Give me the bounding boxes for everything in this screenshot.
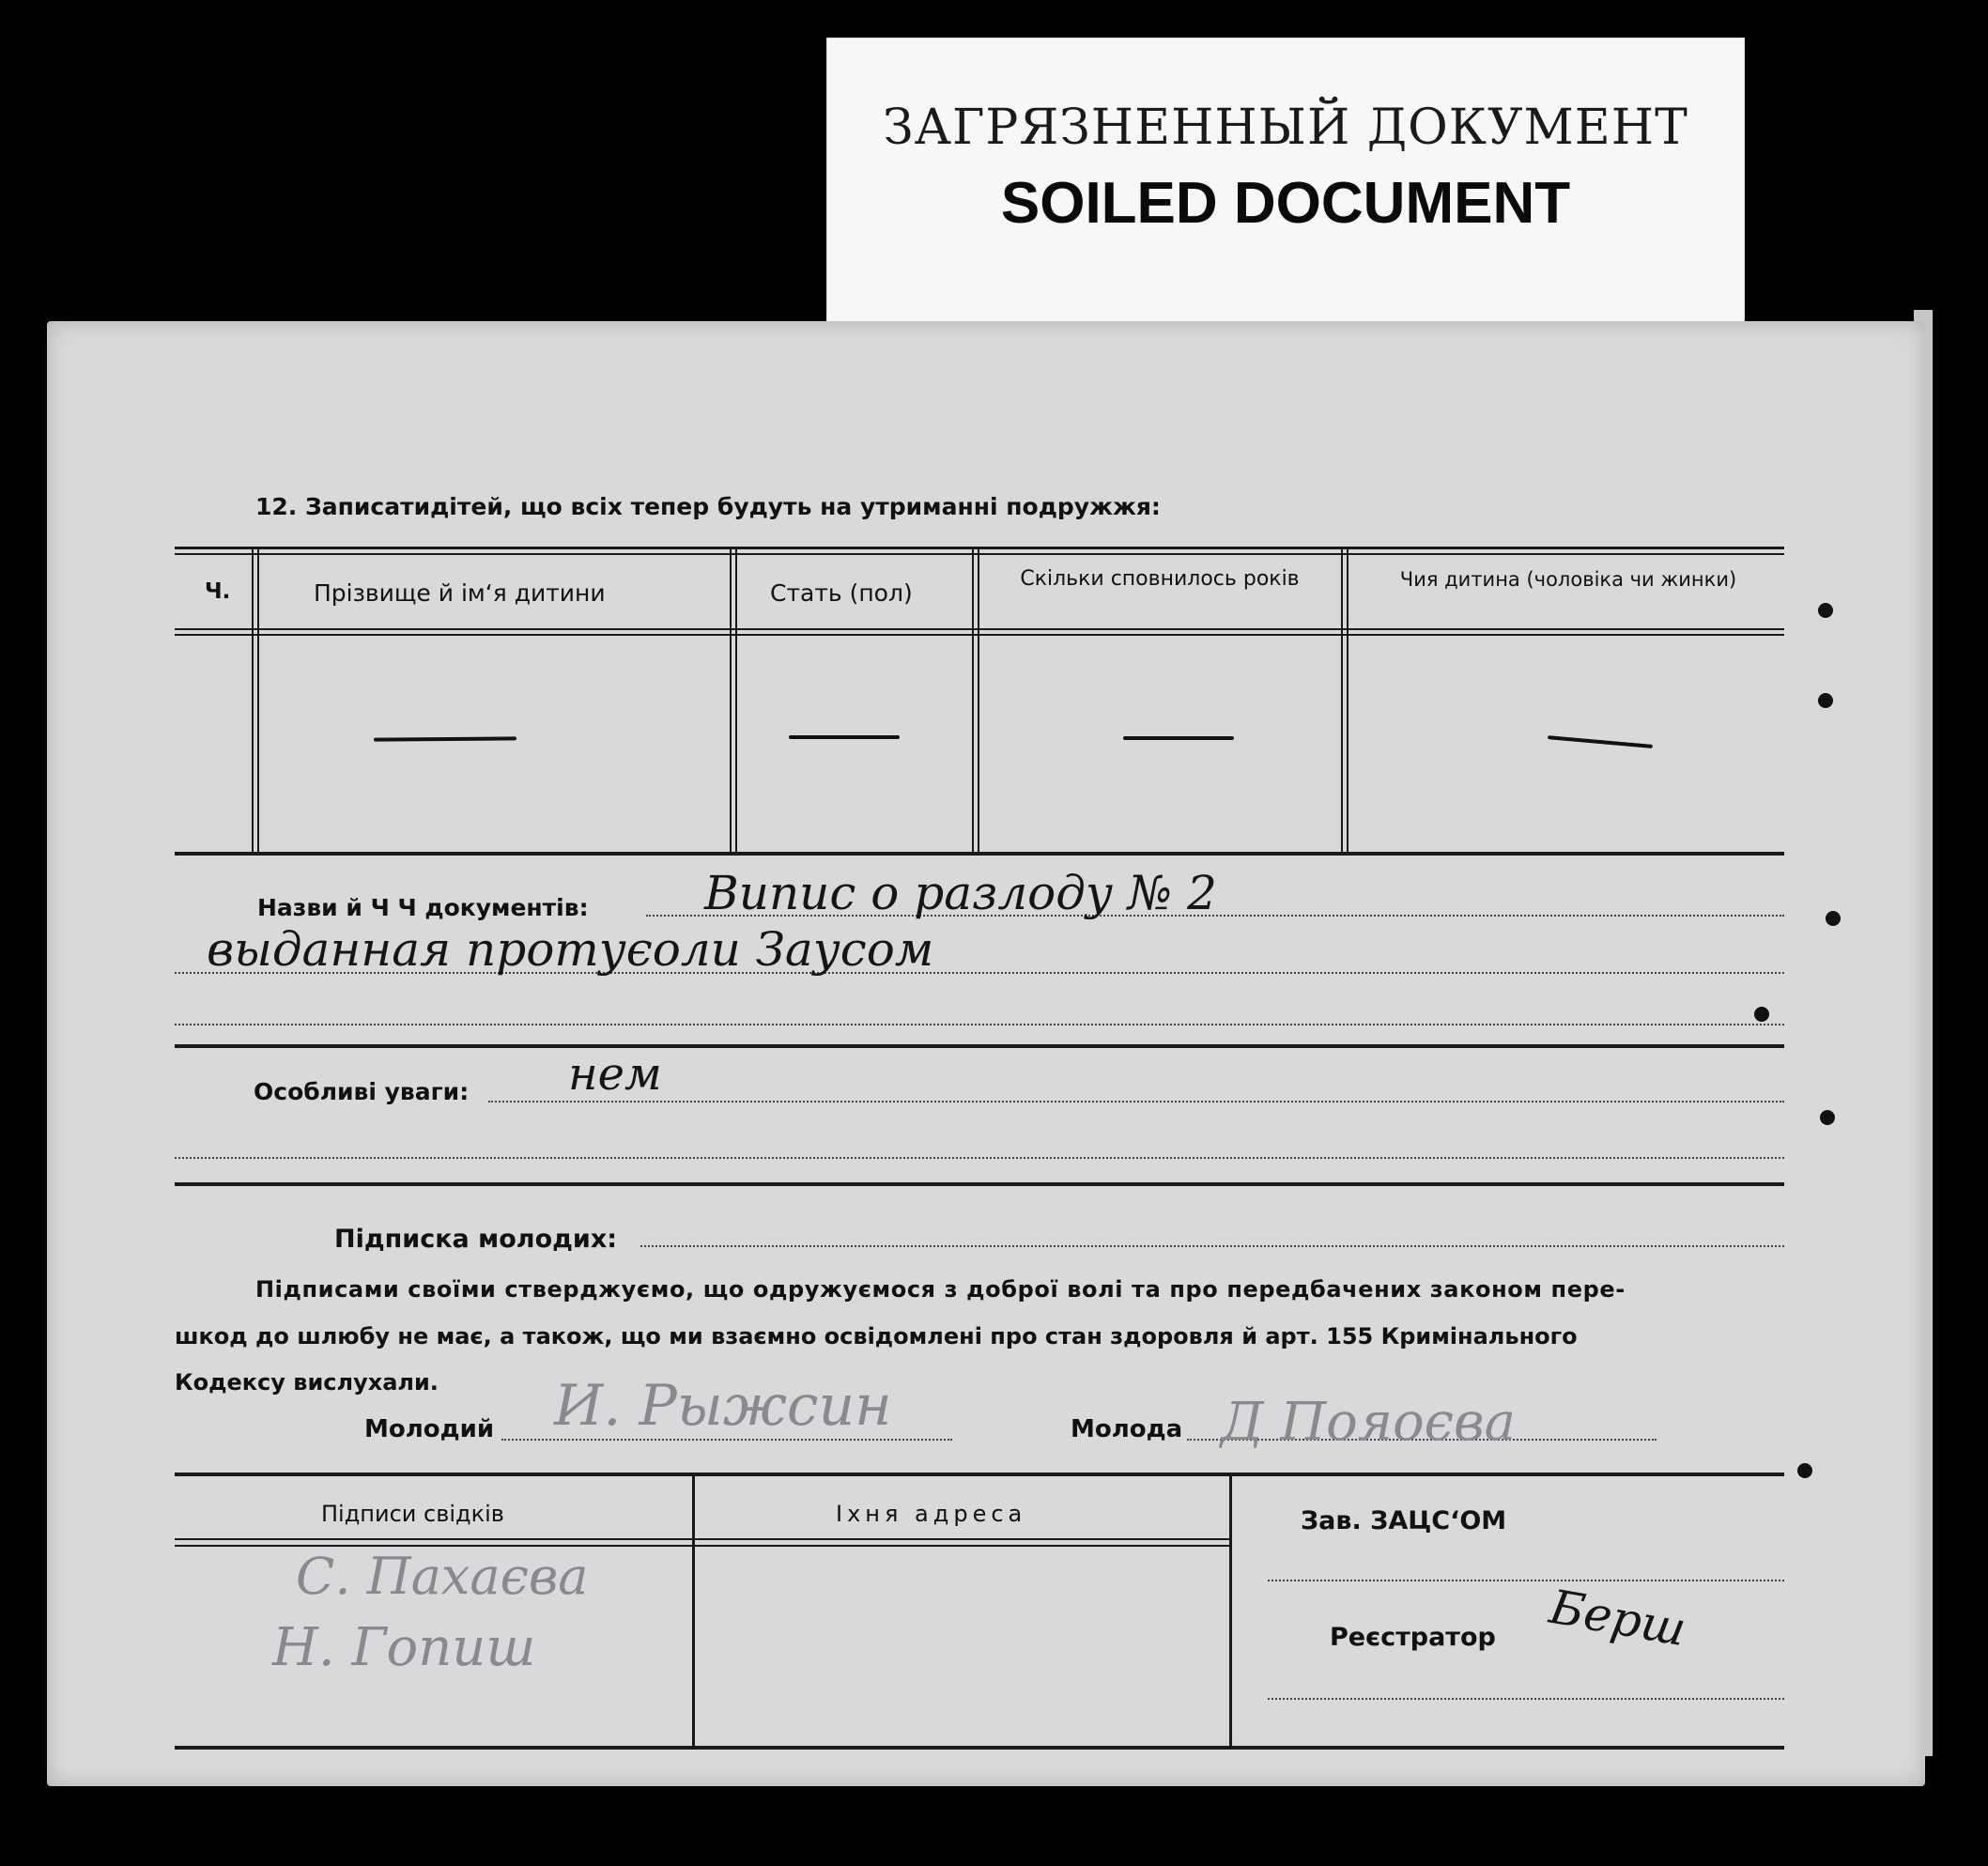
binding-hole [1820, 1110, 1835, 1125]
registrar-label: Реєстратор [1330, 1623, 1496, 1652]
header-whose-child: Чия дитина (чоловіка чи жинки) [1399, 568, 1737, 591]
soiled-document-label [826, 38, 1745, 324]
col-sep-1 [252, 548, 254, 854]
groom-line [501, 1439, 952, 1441]
bottom-block-top-rule [175, 1473, 1784, 1476]
header-rule-2 [175, 634, 1784, 636]
subscription-text-1: Підписами своїми стверджуємо, що одружуємося з доброї волі та про передбачених законом пере- [255, 1276, 1626, 1303]
documents-handwriting-2: выданная протуєоли Заусом [207, 922, 934, 977]
bottom-block-bottom-rule [175, 1746, 1784, 1750]
row-age-dash [1123, 736, 1234, 740]
witness-signature-1: С. Пахаєва [296, 1547, 589, 1606]
binding-hole [1797, 1463, 1812, 1478]
header-number: Ч. [205, 579, 231, 604]
row-sex-dash [789, 735, 900, 739]
header-age: Скільки сповнилось років [1020, 567, 1300, 591]
head-office-line [1268, 1580, 1784, 1581]
documents-bottom-rule [175, 1044, 1784, 1048]
col-sep-4b [1347, 548, 1348, 854]
row-name-dash [374, 736, 516, 741]
remarks-handwriting: нем [568, 1048, 662, 1101]
table-top-rule [175, 547, 1784, 549]
binding-hole [1754, 1007, 1769, 1022]
header-child-name: Прізвище й ім‘я дитини [314, 579, 606, 607]
binding-hole [1818, 603, 1833, 618]
subscription-text-3: Кодексу вислухали. [175, 1369, 439, 1396]
witness-address-header: Іхня адреса [836, 1501, 1027, 1527]
witness-signature-2: Н. Гопиш [272, 1617, 536, 1678]
groom-signature: И. Рыжсин [554, 1373, 892, 1439]
col-sep-2 [730, 548, 732, 854]
subscription-line [640, 1245, 1784, 1247]
bride-label: Молода [1071, 1415, 1183, 1443]
witness-signatures-header: Підписи свідків [321, 1501, 504, 1527]
witness-header-rule [175, 1538, 1230, 1540]
documents-handwriting-1: Випис о разлоду № 2 [704, 866, 1217, 920]
form-sheet [47, 321, 1925, 1786]
head-office-label: Зав. ЗАЦС‘ОМ [1301, 1506, 1507, 1535]
col-sep-3b [978, 548, 979, 854]
col-sep-4 [1341, 548, 1343, 854]
documents-label: Назви й Ч Ч документів: [257, 894, 589, 921]
col-sep-1b [257, 548, 259, 854]
documents-line-3 [175, 1024, 1784, 1026]
registrar-signature: Берш [1546, 1579, 1690, 1658]
label-english: SOILED DOCUMENT [1000, 171, 1571, 236]
bottom-col-sep-1 [692, 1474, 695, 1747]
remarks-label: Особливі уваги: [254, 1078, 470, 1105]
subscription-heading: Підписка молодих: [334, 1225, 618, 1254]
bride-signature: Д Пояоєва [1221, 1392, 1517, 1453]
registrar-line [1268, 1698, 1784, 1700]
label-russian: ЗАГРЯЗНЕННЫЙ ДОКУМЕНТ [883, 100, 1688, 156]
binding-hole [1826, 911, 1841, 926]
col-sep-3 [972, 548, 974, 854]
remarks-bottom-rule [175, 1182, 1784, 1186]
header-rule [175, 628, 1784, 630]
header-sex: Стать (пол) [770, 579, 913, 607]
subscription-text-2: шкод до шлюбу не має, а також, що ми взаємно освідомлені про стан здоровля й арт. 155 Кримінального [175, 1323, 1578, 1349]
row-whose-dash [1548, 735, 1653, 748]
section-12-title: 12. Записатидітей, що всіх тепер будуть на утриманні подружжя: [255, 493, 1161, 520]
table-top-rule-2 [175, 553, 1784, 555]
col-sep-2b [735, 548, 737, 854]
remarks-line-2 [175, 1157, 1784, 1159]
remarks-line-1 [488, 1101, 1784, 1103]
binding-hole [1818, 693, 1833, 708]
table-bottom-rule [175, 852, 1784, 856]
groom-label: Молодий [364, 1415, 495, 1443]
bottom-col-sep-2 [1229, 1474, 1232, 1747]
